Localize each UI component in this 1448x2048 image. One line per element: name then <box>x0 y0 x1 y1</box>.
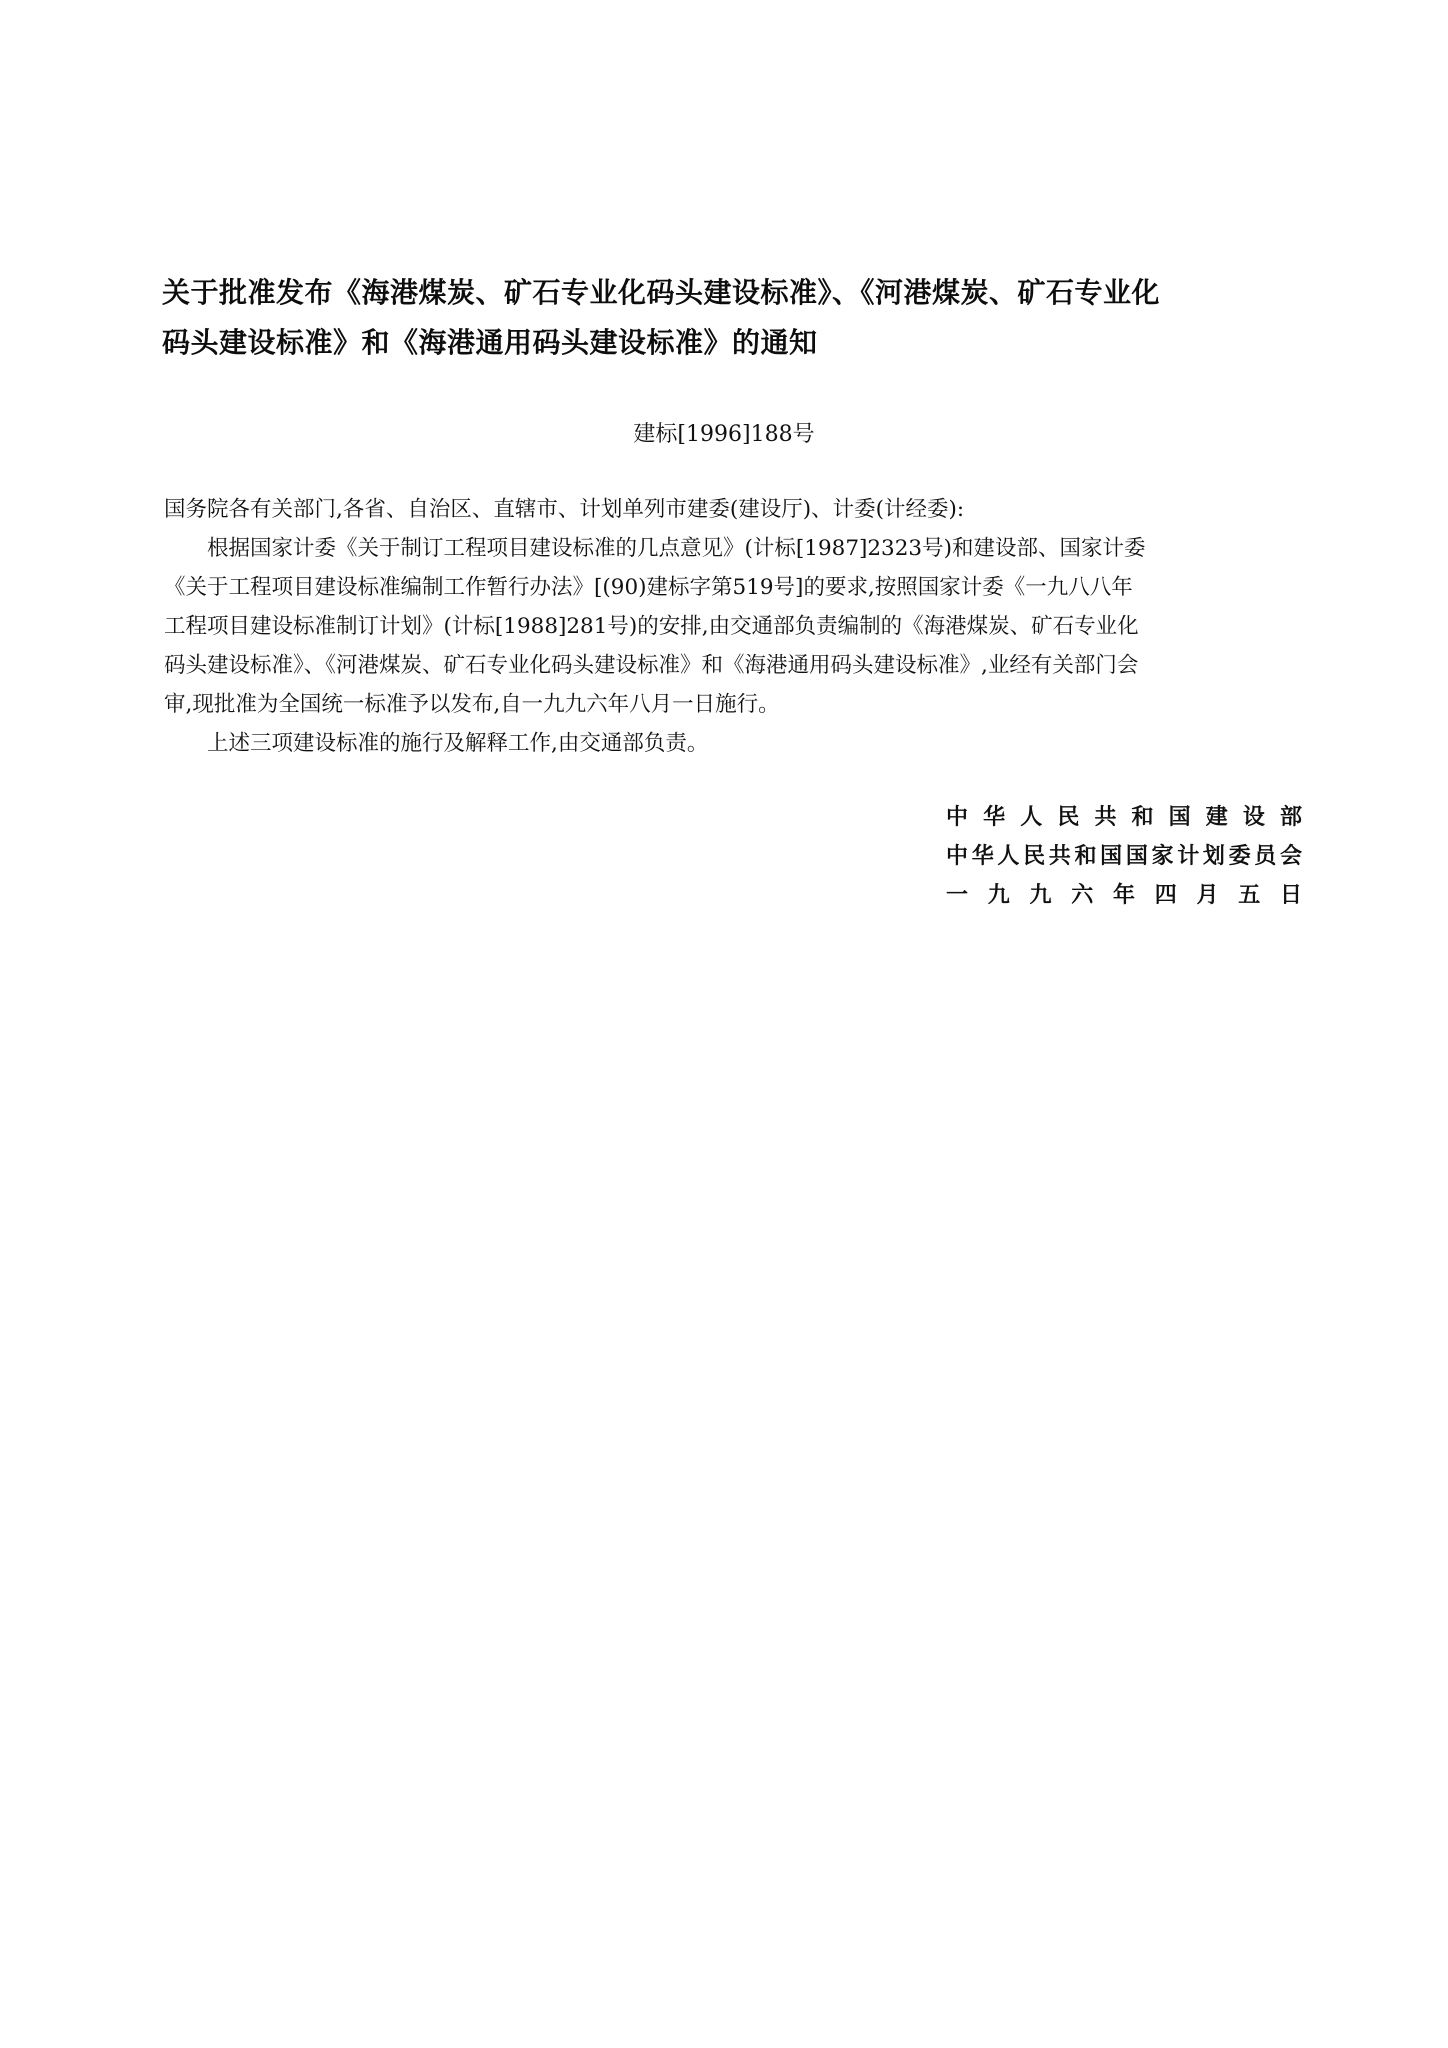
addressee: 国务院各有关部门,各省、自治区、直辖市、计划单列市建委(建设厅)、计委(计经委): <box>164 497 965 522</box>
paragraph-1-line-3: 工程项目建设标准制订计划》(计标[1988]281号)的安排,由交通部负责编制的《海港煤炭、矿石专业化 <box>164 614 1139 639</box>
signature-block <box>946 798 1302 915</box>
paragraph-1-line-2: 《关于工程项目建设标准编制工作暂行办法》[(90)建标字第519号]的要求,按照国家计委《一九八八年 <box>164 575 1133 600</box>
paragraph-1-line-1: 根据国家计委《关于制订工程项目建设标准的几点意见》(计标[1987]2323号)和建设部、国家计委 <box>207 536 1146 561</box>
notice-body <box>164 490 1304 763</box>
paragraph-2: 上述三项建设标准的施行及解释工作,由交通部负责。 <box>207 731 709 756</box>
title-line-2: 码头建设标准》和《海港通用码头建设标准》的通知 <box>162 326 818 359</box>
paragraph-1-line-4: 码头建设标准》、《河港煤炭、矿石专业化码头建设标准》和《海港通用码头建设标准》,业经有关部门会 <box>164 653 1139 678</box>
paragraph-1-line-5: 审,现批准为全国统一标准予以发布,自一九九六年八月一日施行。 <box>164 692 780 717</box>
title-line-1: 关于批准发布《海港煤炭、矿石专业化码头建设标准》、《河港煤炭、矿石专业化 <box>162 276 1161 309</box>
issue-date: 一九九六年四月五日 <box>946 883 1302 908</box>
document-number: 建标[1996]188号 <box>633 422 815 447</box>
issuer-state-planning-commission: 中华人民共和国国家计划委员会 <box>946 844 1302 869</box>
notice-title <box>162 268 1302 368</box>
issuer-ministry-of-construction: 中华人民共和国建设部 <box>946 805 1302 830</box>
